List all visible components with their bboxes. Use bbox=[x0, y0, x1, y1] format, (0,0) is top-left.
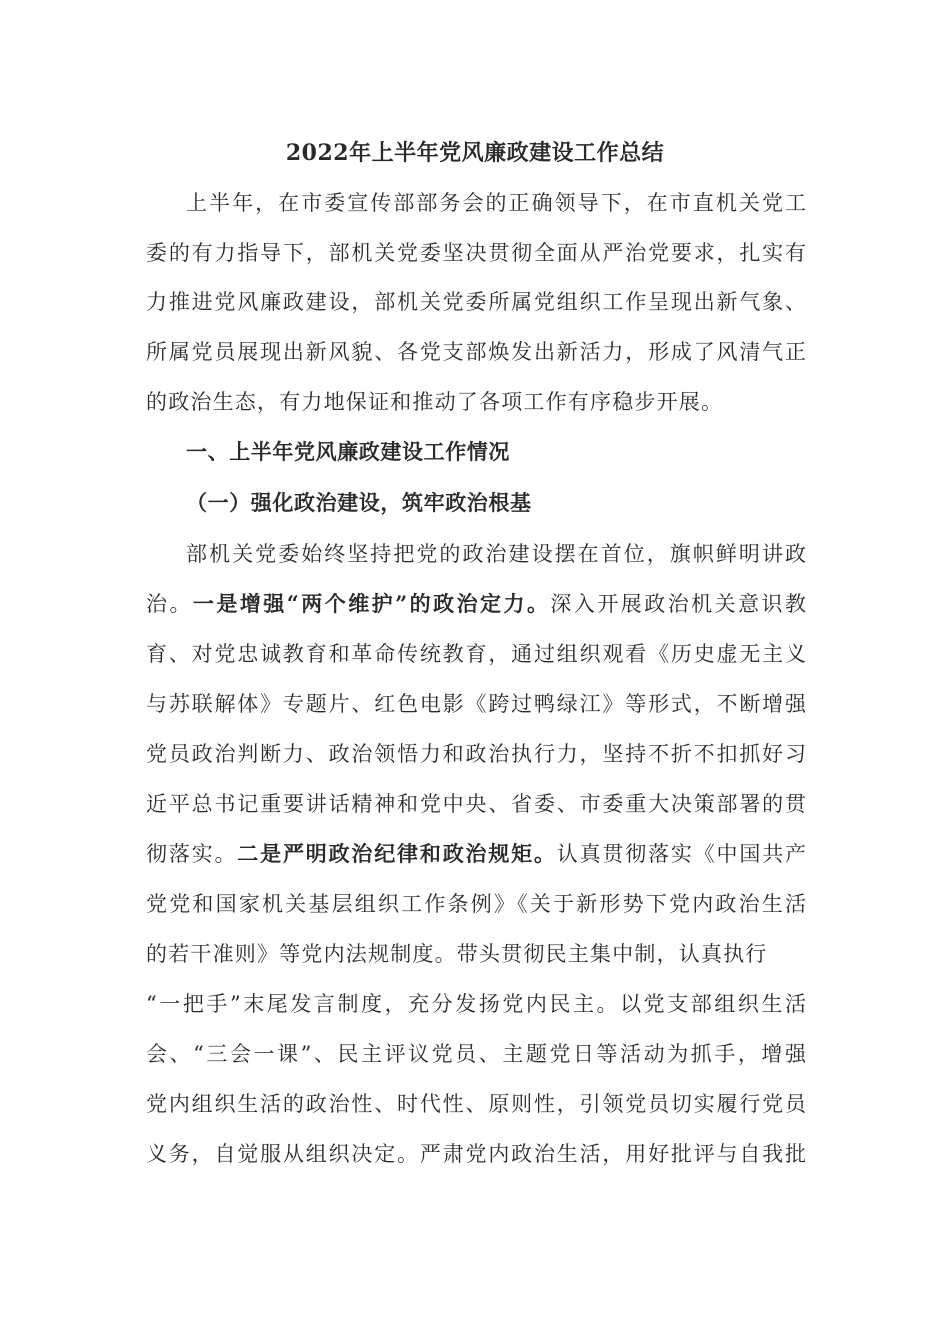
document-title: 2022年上半年党风廉政建设工作总结 bbox=[285, 140, 665, 166]
body-line-7-start: 彻落实。 bbox=[146, 842, 238, 866]
body-line-10: “一把手”末尾发言制度，充分发扬党内民主。以党支部组织生活 bbox=[146, 992, 806, 1016]
body-line-2 bbox=[146, 584, 806, 624]
subsection-heading: （一）强化政治建设，筑牢政治根基 bbox=[186, 490, 532, 515]
intro-line-5: 的政治生态，有力地保证和推动了各项工作有序稳步开展。 bbox=[146, 390, 724, 414]
body-line-5: 党员政治判断力、政治领悟力和政治执行力，坚持不折不扣抓好习 bbox=[146, 742, 806, 766]
body-line-11: 会、“三会一课”、民主评议党员、主题党日等活动为抓手，增强 bbox=[146, 1042, 806, 1066]
body-line-1: 部机关党委始终坚持把党的政治建设摆在首位，旗帜鲜明讲政 bbox=[186, 542, 806, 566]
intro-line-1: 上半年，在市委宣传部部务会的正确领导下，在市直机关党工 bbox=[186, 191, 806, 215]
body-line-2-start: 治。 bbox=[146, 592, 193, 616]
body-line-6: 近平总书记重要讲话精神和党中央、省委、市委重大决策部署的贯 bbox=[146, 792, 806, 816]
intro-line-2: 委的有力指导下，部机关党委坚决贯彻全面从严治党要求，扎实有 bbox=[146, 241, 806, 265]
body-line-13: 义务，自觉服从组织决定。严肃党内政治生活，用好批评与自我批 bbox=[146, 1142, 806, 1166]
body-line-3: 育、对党忠诚教育和革命传统教育，通过组织观看《历史虚无主义 bbox=[146, 642, 806, 666]
body-line-2-end: 深入开展政治机关意识教 bbox=[550, 592, 807, 616]
emphasis-point-two: 二是严明政治纪律和政治规矩。 bbox=[237, 841, 557, 866]
section-heading: 一、上半年党风廉政建设工作情况 bbox=[186, 439, 510, 464]
body-line-4: 与苏联解体》专题片、红色电影《跨过鸭绿江》等形式，不断增强 bbox=[146, 692, 806, 716]
body-line-8: 党党和国家机关基层组织工作条例》《关于新形势下党内政治生活 bbox=[146, 892, 806, 916]
body-line-9: 的若干准则》等党内法规制度。带头贯彻民主集中制，认真执行 bbox=[146, 942, 768, 966]
intro-line-3: 力推进党风廉政建设，部机关党委所属党组织工作呈现出新气象、 bbox=[146, 290, 806, 314]
body-line-7-end: 认真贯彻落实《中国共产 bbox=[556, 842, 807, 866]
intro-line-4: 所属党员展现出新风貌、各党支部焕发出新活力，形成了风清气正 bbox=[146, 340, 806, 364]
body-line-12: 党内组织生活的政治性、时代性、原则性，引领党员切实履行党员 bbox=[146, 1092, 806, 1116]
body-line-7 bbox=[146, 834, 806, 874]
emphasis-point-one: 一是增强“两个维护”的政治定力。 bbox=[192, 591, 551, 616]
